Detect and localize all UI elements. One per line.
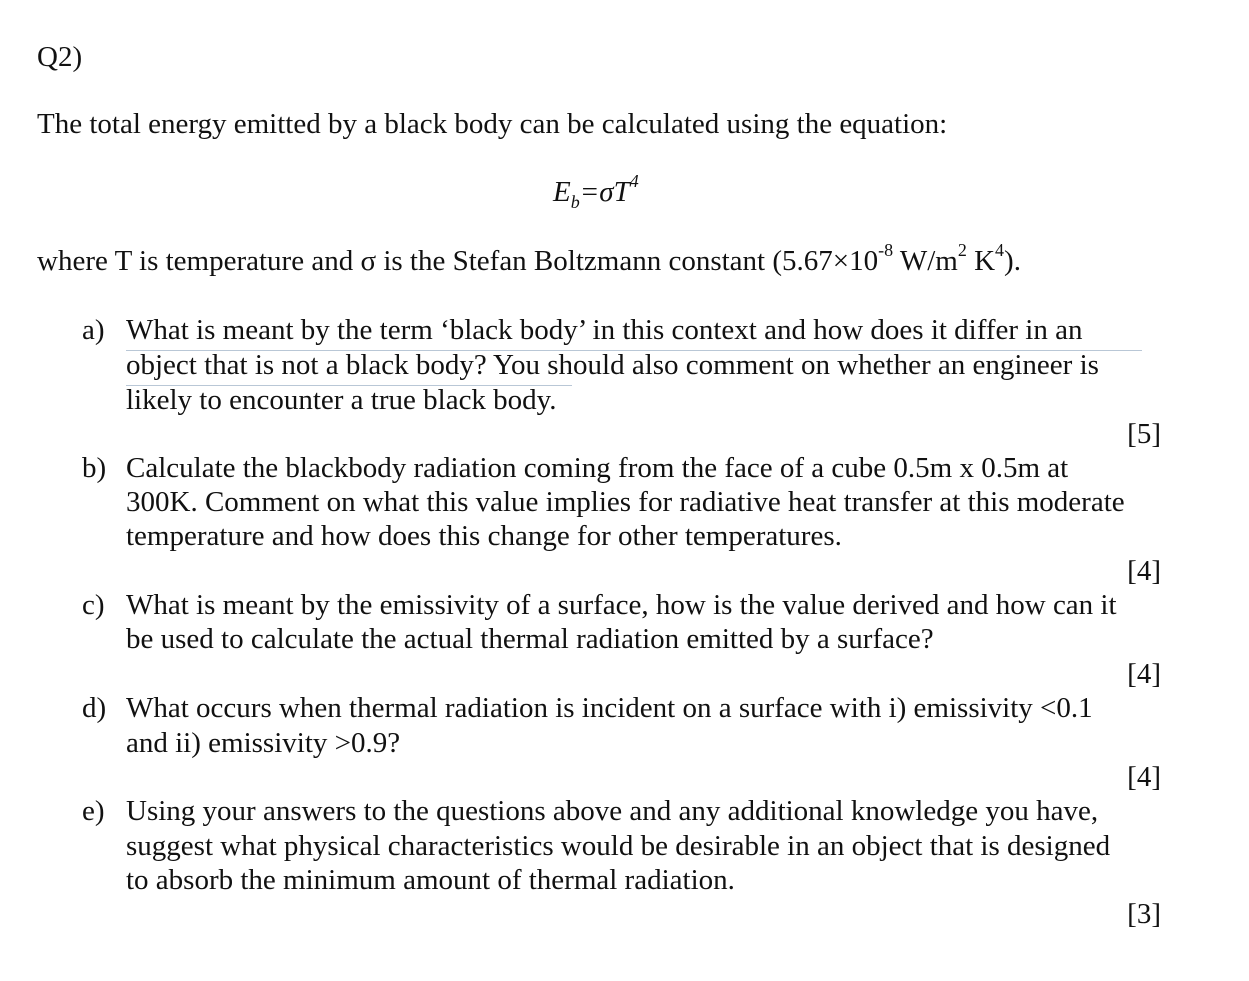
where-k: K bbox=[966, 245, 996, 277]
question-a-marks: [5] bbox=[1127, 418, 1161, 450]
question-d-marks: [4] bbox=[1127, 761, 1161, 793]
question-b-label: b) bbox=[82, 452, 107, 484]
question-e-line-3: to absorb the minimum amount of thermal radiation. bbox=[126, 864, 735, 896]
where-k-superscript: 4 bbox=[995, 240, 1005, 261]
question-a-label: a) bbox=[82, 314, 105, 346]
where-end: ). bbox=[1004, 245, 1021, 277]
where-exponent: -8 bbox=[878, 240, 894, 261]
question-b-line-3: temperature and how does this change for other temperatures. bbox=[126, 520, 842, 552]
question-d-label: d) bbox=[82, 692, 107, 724]
stefan-boltzmann-equation bbox=[553, 171, 639, 212]
question-b-marks: [4] bbox=[1127, 555, 1161, 587]
question-c-line-2: be used to calculate the actual thermal radiation emitted by a surface? bbox=[126, 623, 934, 655]
intro-text: The total energy emitted by a black body can be calculated using the equation: bbox=[37, 108, 948, 140]
question-a-line-3: likely to encounter a true black body. bbox=[126, 384, 557, 416]
question-d-line-2: and ii) emissivity >0.9? bbox=[126, 727, 401, 759]
question-d-line-1: What occurs when thermal radiation is incident on a surface with i) emissivity <0.1 bbox=[126, 692, 1093, 724]
question-e-line-2: suggest what physical characteristics would be desirable in an object that is designed bbox=[126, 830, 1111, 862]
question-c-line-1: What is meant by the emissivity of a surface, how is the value derived and how can it bbox=[126, 589, 1117, 621]
question-heading: Q2) bbox=[37, 41, 83, 73]
equation-lhs: E bbox=[553, 176, 571, 208]
where-main: where T is temperature and σ is the Stefan Boltzmann constant (5.67×10 bbox=[37, 245, 879, 277]
question-b-line-1: Calculate the blackbody radiation coming from the face of a cube 0.5m x 0.5m at bbox=[126, 452, 1069, 484]
question-e-line-1: Using your answers to the questions above and any additional knowledge you have, bbox=[126, 795, 1099, 827]
question-c-marks: [4] bbox=[1127, 658, 1161, 690]
question-c-label: c) bbox=[82, 589, 105, 621]
equation-rhs: =σT bbox=[579, 176, 630, 208]
where-text bbox=[37, 240, 1021, 278]
equation-lhs-subscript: b bbox=[570, 191, 580, 212]
where-m-superscript: 2 bbox=[957, 240, 967, 261]
question-a-line-1: What is meant by the term ‘black body’ in this context and how does it differ in an bbox=[126, 314, 1083, 346]
question-a-line-2: object that is not a black body? You should also comment on whether an engineer is bbox=[126, 349, 1099, 381]
question-b-line-2: 300K. Comment on what this value implies for radiative heat transfer at this moderate bbox=[126, 486, 1125, 518]
question-e-marks: [3] bbox=[1127, 898, 1161, 930]
question-e-label: e) bbox=[82, 795, 105, 827]
where-units: W/m bbox=[893, 245, 958, 277]
equation-rhs-superscript: 4 bbox=[629, 171, 639, 192]
